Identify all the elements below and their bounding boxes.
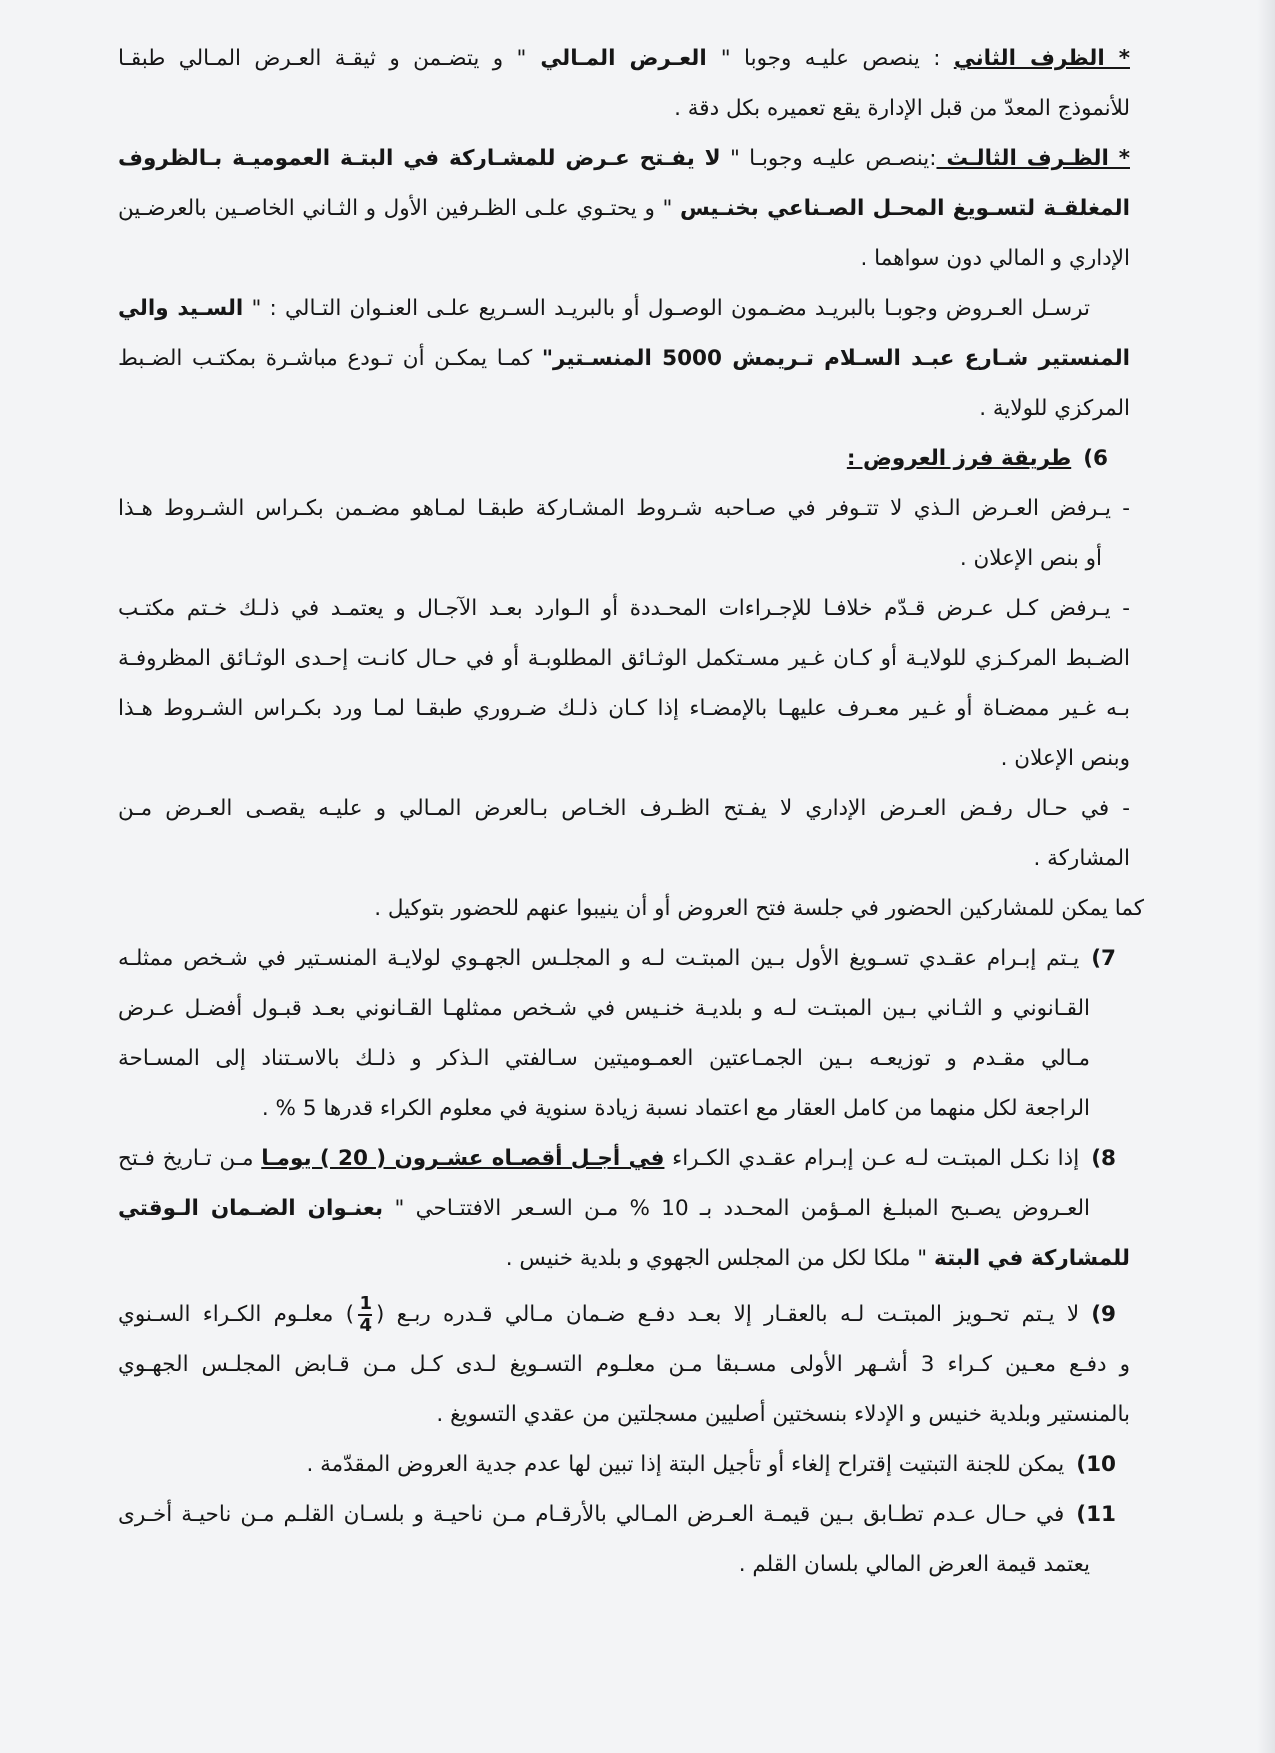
paragraph-line: بالمنستير وبلدية خنيس و الإدلاء بنسختين أصليين مسجلتين من عقدي التسويغ . bbox=[436, 1402, 1130, 1427]
text-run: كمـا يمكـن أن تـودع مباشـرة بمكتـب الضـبط bbox=[118, 346, 542, 371]
paragraph-line bbox=[118, 134, 1130, 184]
page-edge-shadow bbox=[1257, 0, 1275, 1753]
paragraph-line bbox=[118, 284, 1130, 334]
text-run: العـروض يصـبح المبلـغ المـؤمن المحـدد بـ 10 % مـن السـعر الافتتـاحي " bbox=[383, 1196, 1090, 1221]
item-number: 10) bbox=[1076, 1452, 1116, 1477]
address-text: المنستير شـارع عبـد السـلام تـريمش 5000 المنسـتير" bbox=[541, 346, 1130, 371]
text-run-bold: للمشاركة في البتة bbox=[934, 1246, 1130, 1271]
item-number: 8) bbox=[1091, 1146, 1116, 1171]
text-run-bold: السـيد والي bbox=[118, 296, 244, 321]
item-number: 11) bbox=[1076, 1502, 1116, 1527]
paragraph-line: الضـبط المركـزي للولايـة أو كـان غـير مسـتكمل الوثـائق المطلوبـة أو في حـال كانـت إحـدى الوثـائق المظروفـة bbox=[118, 646, 1130, 671]
heading-envelope-3: * الظـرف الثالـث bbox=[936, 146, 1130, 171]
item-8-line bbox=[118, 1134, 1130, 1184]
fraction-numerator: 1 bbox=[359, 1293, 372, 1314]
item-11-line bbox=[118, 1490, 1130, 1540]
fraction-one-quarter bbox=[358, 1295, 372, 1335]
text-run: " ملكا لكل من المجلس الجهوي و بلدية خنيس . bbox=[505, 1246, 935, 1271]
text-run: يـتم إبـرام عقـدي تسـويغ الأول بـين المبتـت لـه و المجلـس الجهـوي لولايـة المنسـتير في شـخص ممثلـه bbox=[118, 946, 1080, 971]
item-9-line bbox=[118, 1290, 1130, 1340]
text-run: في حـال عـدم تطـابق بـين قيمـة العـرض المـالي بالأرقـام مـن ناحيـة و بلسـان القلـم مـن ناحيـة أخـرى bbox=[118, 1502, 1065, 1527]
paragraph-line: الإداري و المالي دون سواهما . bbox=[860, 246, 1130, 271]
paragraph-line bbox=[118, 184, 1130, 234]
paragraph-line: المشاركة . bbox=[1033, 846, 1130, 871]
text-run: " و يحتـوي علـى الظـرفين الأول و الثـاني الخاصـين بالعرضـين bbox=[118, 196, 681, 221]
item-10-line bbox=[118, 1440, 1130, 1490]
paragraph-line: يعتمد قيمة العرض المالي بلسان القلم . bbox=[738, 1552, 1090, 1577]
section-title: طريقة فرز العروض : bbox=[846, 446, 1072, 471]
paragraph-line: القـانوني و الثـاني بـين المبتـت لـه و بلديـة خنـيس في شـخص ممثلهـا القـانوني بعـد قبـول أفضـل عـرض bbox=[118, 996, 1090, 1021]
paragraph-line: أو بنص الإعلان . bbox=[959, 546, 1102, 571]
fraction-denominator: 4 bbox=[359, 1315, 372, 1336]
heading-envelope-2: * الظرف الثاني bbox=[953, 46, 1130, 71]
paragraph-line bbox=[118, 34, 1130, 84]
paragraph-line: - يـرفض كـل عـرض قـدّم خلافـا للإجـراءات المحـددة أو الـوارد بعـد الآجـال و يعتمـد في ذلـك خـتم مكتـب bbox=[118, 596, 1130, 621]
item-number: 9) bbox=[1091, 1302, 1116, 1327]
paragraph-line: المركزي للولاية . bbox=[979, 396, 1130, 421]
text-run: يمكن للجنة التبتيت إقتراح إلغاء أو تأجيل البتة إذا تبين لها عدم جدية العروض المقدّمة . bbox=[306, 1452, 1065, 1477]
section-number: 6) bbox=[1083, 446, 1108, 471]
text-run: : ينصص عليـه وجوبا " bbox=[720, 46, 954, 71]
paragraph-line: مـالي مقـدم و توزيعـه بـين الجمـاعتين العمـوميتين سـالفتي الـذكر و ذلـك بالاسـتناد إلى المسـاحة bbox=[118, 1046, 1090, 1071]
paragraph-line: و دفـع معـين كـراء 3 أشـهر الأولى مسـبقا مـن معلـوم التسـويغ لـدى كـل مـن قـابض المجلـس الجهـوي bbox=[118, 1352, 1130, 1377]
paragraph-line: للأنموذج المعدّ من قبل الإدارة يقع تعميره بكل دقة . bbox=[674, 96, 1130, 121]
paragraph-line: وبنص الإعلان . bbox=[1000, 746, 1130, 771]
section-heading-6 bbox=[118, 434, 1130, 484]
text-run-bold: المغلقـة لتسـويغ المحـل الصـناعي بخنـيس bbox=[680, 196, 1130, 221]
paragraph-line: بـه غـير ممضـاة أو غـير معـرف عليهـا بالإمضـاء إذا كـان ذلـك ضـروري طبقـا لمـا ورد بكـراس الشـروط هـذا bbox=[118, 696, 1130, 721]
text-run-bold: العـرض المـالي bbox=[526, 46, 721, 71]
item-7-line bbox=[118, 934, 1130, 984]
text-run: ترسـل العـروض وجوبـا بالبريـد مضـمون الوصـول أو بالبريـد السـريع علـى العنـوان التـالي : " bbox=[243, 296, 1090, 321]
paragraph-line: الراجعة لكل منهما من كامل العقار مع اعتماد نسبة زيادة سنوية في معلوم الكراء قدرها 5 % . bbox=[261, 1096, 1090, 1121]
text-run: مـن تـاريخ فـتح bbox=[118, 1146, 262, 1171]
paragraph-line: - في حـال رفـض العـرض الإداري لا يفـتح الظـرف الخـاص بـالعرض المـالي و عليـه يقصـى العـرض مـن bbox=[118, 796, 1130, 821]
document-body bbox=[118, 34, 1144, 1590]
text-run: إذا نكـل المبتـت لـه عـن إبـرام عقـدي الكـراء bbox=[664, 1146, 1080, 1171]
text-run-bold: بعنـوان الضـمان الـوقتي bbox=[118, 1196, 384, 1221]
paragraph-line bbox=[118, 1234, 1130, 1284]
paragraph-line bbox=[118, 1184, 1130, 1234]
text-run: لا يـتم تحـويز المبتـت لـه بالعقـار إلا بعـد دفـع ضـمان مـالي قـدره ربـع ( bbox=[376, 1302, 1080, 1327]
text-run-bold: لا يفـتح عـرض للمشـاركة في البتـة العموميـة بـالظروف bbox=[118, 146, 721, 171]
deadline-text: في أجـل أقصـاه عشـرون ( 20 ) يومـا bbox=[261, 1146, 665, 1171]
paragraph-line: - يـرفض العـرض الـذي لا تتـوفر في صـاحبه شـروط المشـاركة طبقـا لمـاهو مضـمن بكـراس الشـروط هـذا bbox=[118, 496, 1130, 521]
text-run: :ينصـص عليـه وجوبـا " bbox=[720, 146, 937, 171]
paragraph-line bbox=[118, 334, 1130, 384]
text-run: ) معلـوم الكـراء السـنوي bbox=[118, 1302, 354, 1327]
item-number: 7) bbox=[1091, 946, 1116, 971]
text-run: " و يتضـمن و ثيقـة العـرض المـالي طبقـا bbox=[118, 46, 527, 71]
paragraph-line: كما يمكن للمشاركين الحضور في جلسة فتح العروض أو أن ينيبوا عنهم للحضور بتوكيل . bbox=[374, 896, 1144, 921]
